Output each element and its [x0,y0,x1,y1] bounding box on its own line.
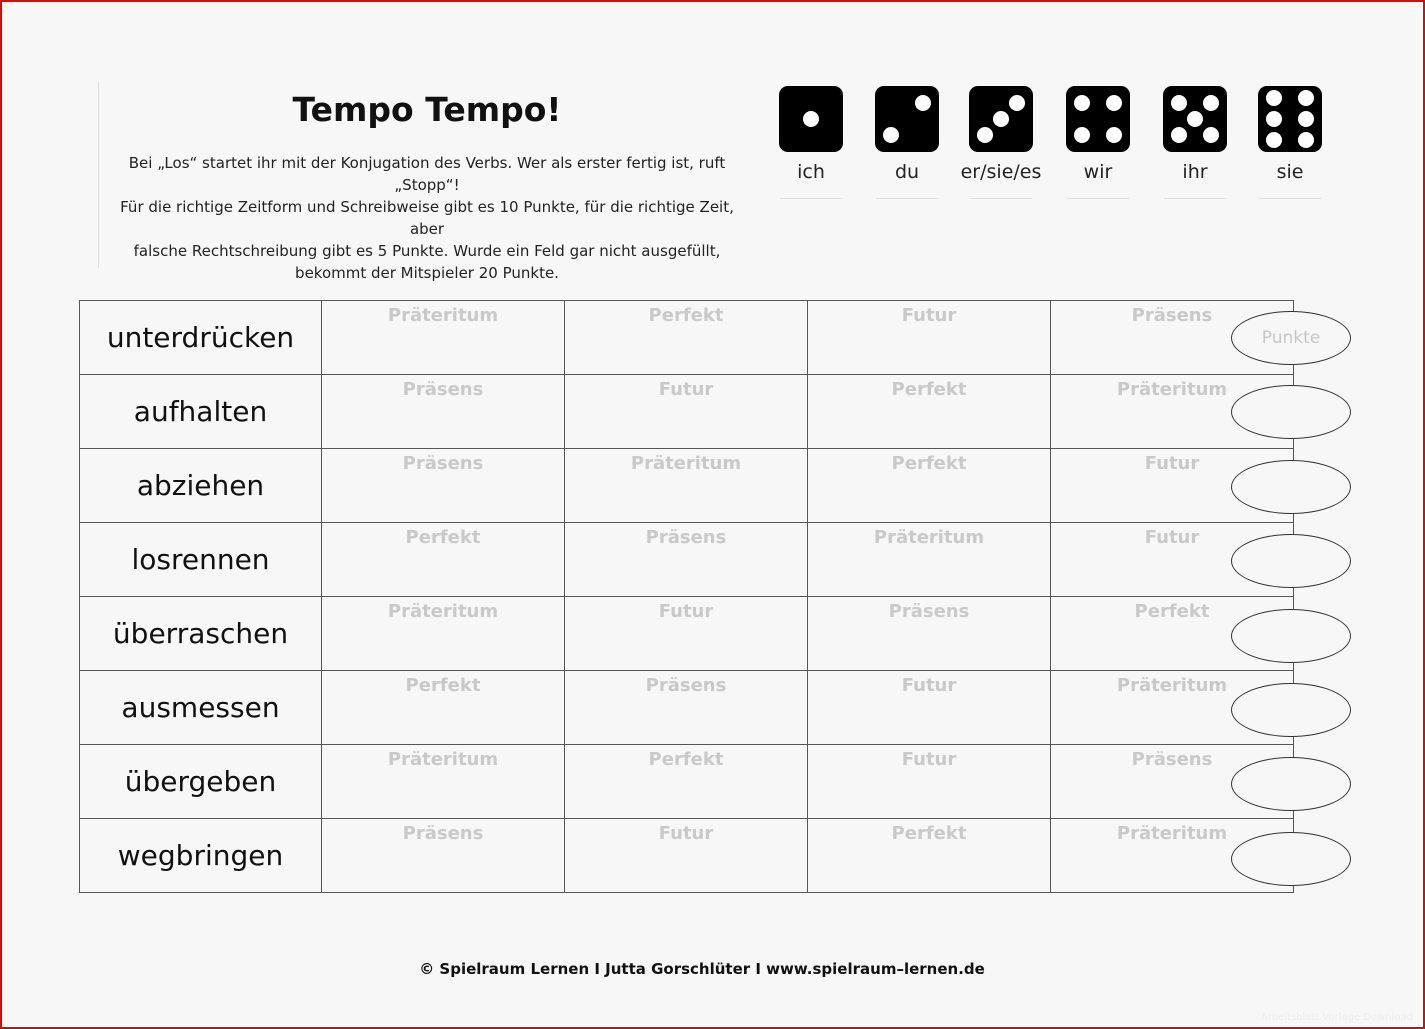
answer-cell[interactable] [808,819,1051,893]
die-6 [1238,86,1342,199]
die-pip [1298,111,1314,127]
table-row [80,449,1294,523]
answer-cell[interactable] [565,819,808,893]
die-pip [803,111,819,127]
die-face-icon [969,86,1033,152]
die-label: er/sie/es [960,161,1042,183]
verb-cell: aufhalten [80,375,322,449]
table-row [80,745,1294,819]
table-row [80,819,1294,893]
die-face-icon [875,86,939,152]
die-underline [876,198,938,199]
die-pip [1187,111,1203,127]
answer-cell[interactable] [808,301,1051,375]
divider-line [98,82,99,268]
tense-hint: Perfekt [405,675,481,696]
answer-cell[interactable] [322,597,565,671]
die-pip [977,127,993,143]
die-3 [949,86,1053,199]
conjugation-table [79,300,1294,893]
die-underline [1067,198,1129,199]
answer-cell[interactable] [565,301,808,375]
verb-cell: überraschen [80,597,322,671]
die-pip [1203,127,1219,143]
die-label: wir [1083,161,1113,183]
tense-hint: Futur [901,749,957,770]
verb-cell: losrennen [80,523,322,597]
answer-cell[interactable] [808,375,1051,449]
table-row [80,375,1294,449]
answer-cell[interactable] [322,375,565,449]
tense-hint: Perfekt [648,305,724,326]
points-oval[interactable]: Punkte [1231,311,1351,365]
die-underline [780,198,842,199]
answer-cell[interactable] [565,745,808,819]
die-4 [1046,86,1150,199]
tense-hint: Perfekt [405,527,481,548]
answer-cell[interactable] [565,597,808,671]
footer-credit: © Spielraum Lernen I Jutta Gorschlüter I www.spielraum–lernen.de [419,960,985,978]
verb-cell: wegbringen [80,819,322,893]
instruction-line: falsche Rechtschreibung gibt es 5 Punkte. Wurde ein Feld gar nicht ausgefüllt, [133,242,721,260]
tense-hint: Präsens [645,675,727,696]
die-pip [1074,127,1090,143]
tense-hint: Perfekt [891,453,967,474]
verb-cell: unterdrücken [80,301,322,375]
tense-hint: Perfekt [648,749,724,770]
tense-hint: Futur [901,675,957,696]
instruction-line: Bei „Los“ startet ihr mit der Konjugation des Verbs. Wer als erster fertig ist, ruft „Stopp“! [128,154,726,194]
die-label: sie [1276,161,1304,183]
answer-cell[interactable] [322,819,565,893]
tense-hint: Perfekt [1134,601,1210,622]
die-label: ihr [1182,161,1208,183]
die-face-icon [1163,86,1227,152]
page-title: Tempo Tempo! [292,90,562,129]
answer-cell[interactable] [322,301,565,375]
tense-hint: Präsens [402,453,484,474]
die-pip [1106,95,1122,111]
die-label: du [894,161,920,183]
die-1 [759,86,863,199]
tense-hint: Präsens [402,379,484,400]
answer-cell[interactable] [322,671,565,745]
die-pip [1074,95,1090,111]
answer-cell[interactable] [322,745,565,819]
die-pip [915,95,931,111]
instruction-line: Für die richtige Zeitform und Schreibweise gibt es 10 Punkte, für die richtige Zeit, aber [120,198,734,238]
tense-hint: Präteritum [630,453,742,474]
tense-hint: Präteritum [1116,379,1228,400]
die-pip [993,111,1009,127]
points-oval[interactable] [1231,683,1351,737]
die-underline [1164,198,1226,199]
tense-hint: Präteritum [387,305,499,326]
tense-hint: Futur [1144,527,1200,548]
answer-cell[interactable] [565,375,808,449]
die-face-icon [1258,86,1322,152]
answer-cell[interactable] [808,745,1051,819]
die-pip [1203,95,1219,111]
instructions [104,152,750,284]
answer-cell[interactable] [322,449,565,523]
answer-cell[interactable] [808,597,1051,671]
die-pip [1106,127,1122,143]
tense-hint: Präteritum [1116,823,1228,844]
die-pip [1298,90,1314,106]
answer-cell[interactable] [565,449,808,523]
tense-hint: Präsens [1131,749,1213,770]
answer-cell[interactable] [808,671,1051,745]
tense-hint: Präteritum [387,601,499,622]
tense-hint: Futur [1144,453,1200,474]
answer-cell[interactable] [808,449,1051,523]
points-oval[interactable] [1231,460,1351,514]
verb-cell: ausmessen [80,671,322,745]
points-oval[interactable] [1231,385,1351,439]
table-row [80,523,1294,597]
die-pip [1266,90,1282,106]
table-row [80,597,1294,671]
verb-cell: übergeben [80,745,322,819]
die-underline [1259,198,1321,199]
die-pip [1266,132,1282,148]
points-oval[interactable] [1231,757,1351,811]
die-pip [1009,95,1025,111]
tense-hint: Futur [658,379,714,400]
die-face-icon [779,86,843,152]
points-oval[interactable] [1231,609,1351,663]
die-label: ich [797,161,825,183]
answer-cell[interactable] [322,523,565,597]
verb-cell: abziehen [80,449,322,523]
tense-hint: Präsens [1131,305,1213,326]
die-pip [1298,132,1314,148]
die-pip [1266,111,1282,127]
die-underline [970,198,1032,199]
die-pip [1171,95,1187,111]
tense-hint: Futur [658,823,714,844]
points-oval[interactable] [1231,534,1351,588]
answer-cell[interactable] [808,523,1051,597]
tense-hint: Präsens [645,527,727,548]
die-5 [1143,86,1247,199]
die-pip [1171,127,1187,143]
tense-hint: Futur [658,601,714,622]
answer-cell[interactable] [565,671,808,745]
tense-hint: Präsens [888,601,970,622]
points-oval[interactable] [1231,832,1351,886]
die-pip [883,127,899,143]
table-row [80,301,1294,375]
tense-hint: Präteritum [1116,675,1228,696]
tense-hint: Perfekt [891,379,967,400]
tense-hint: Futur [901,305,957,326]
tense-hint: Präteritum [387,749,499,770]
instruction-line: bekommt der Mitspieler 20 Punkte. [295,264,559,282]
die-2 [855,86,959,199]
watermark: Arbeitsblatt Vorlage Download [1260,1012,1413,1023]
tense-hint: Präsens [402,823,484,844]
tense-hint: Perfekt [891,823,967,844]
tense-hint: Präteritum [873,527,985,548]
answer-cell[interactable] [565,523,808,597]
die-face-icon [1066,86,1130,152]
table-row [80,671,1294,745]
